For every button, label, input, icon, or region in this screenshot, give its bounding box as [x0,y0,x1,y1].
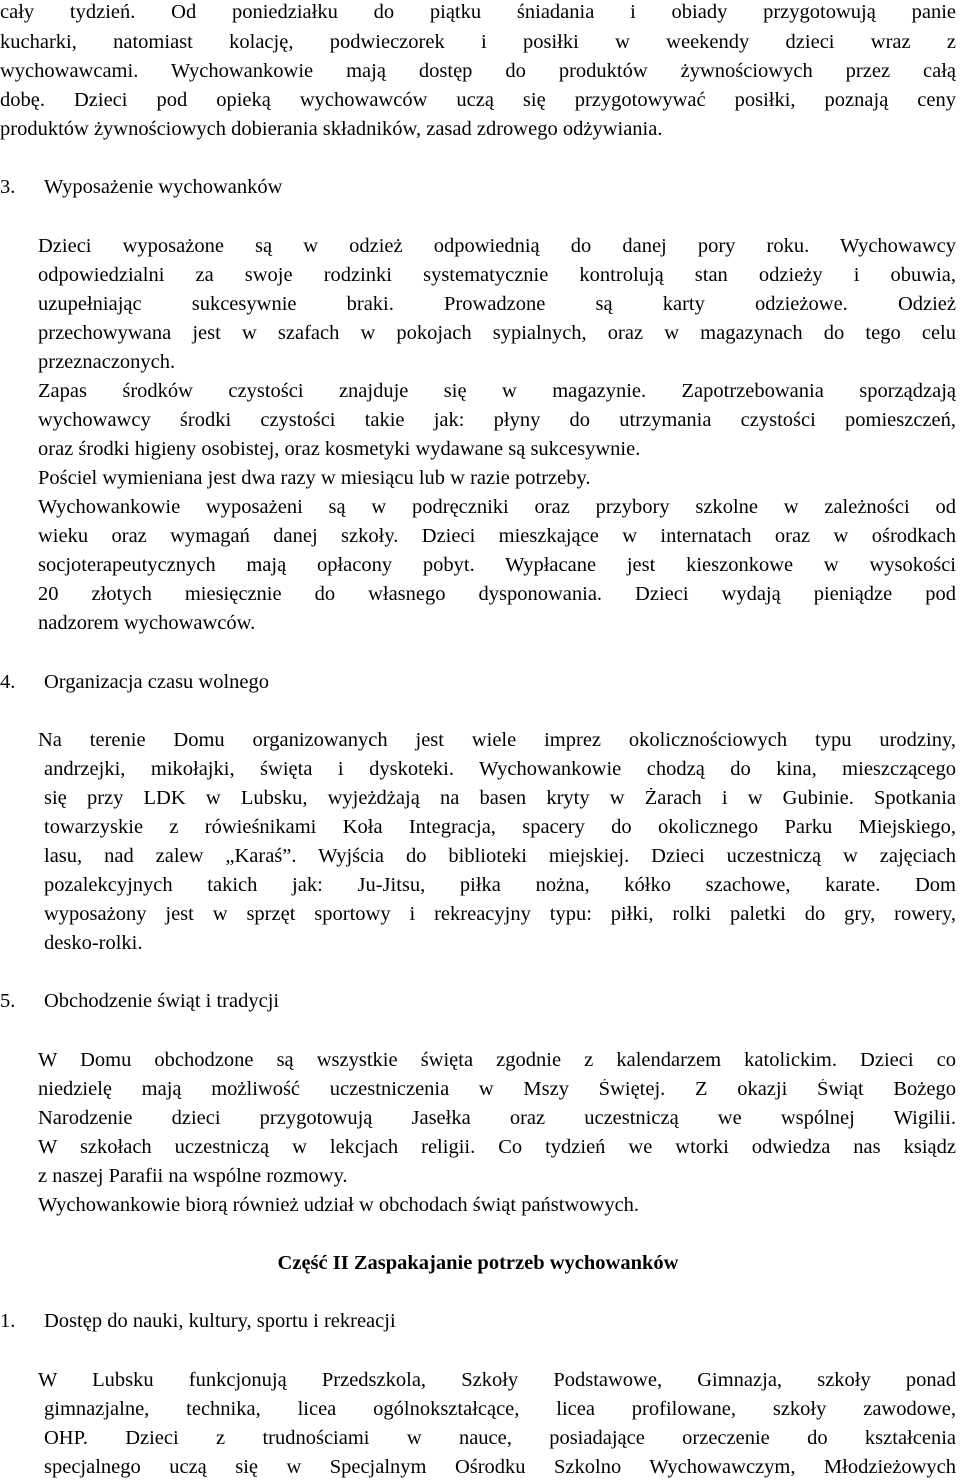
text-line: Wychowankowie biorą również udział w obchodach świąt państwowych. [38,1194,640,1216]
section-number: 5. [0,990,16,1012]
text-line: lasu, nad zalew „Karaś”. Wyjścia do biblioteki miejskiej. Dzieci uczestniczą w zajęciach [44,846,956,867]
text-line: cały tydzień. Od poniedziałku do piątku śniadania i obiady przygotowują panie [0,2,956,23]
section-title: Organizacja czasu wolnego [44,671,270,693]
text-line: towarzyskie z rówieśnikami Koła Integracja, spacery do okolicznego Parku Miejskiego, [44,817,956,838]
text-line: oraz środki higieny osobistej, oraz kosmetyki wydawane są sukcesywnie. [38,438,641,460]
text-line: wychowawcami. Wychowankowie mają dostęp do produktów żywnościowych przez całą [0,61,956,82]
text-line: Zapas środków czystości znajduje się w magazynie. Zapotrzebowania sporządzają [38,381,956,402]
text-line: Narodzenie dzieci przygotowują Jasełka oraz uczestniczą we wspólnej Wigilii. [38,1108,956,1129]
text-line: Wychowankowie wyposażeni są w podręczniki oraz przybory szkolne w zależności od [38,497,956,518]
section-number: 3. [0,176,16,198]
text-line: gimnazjalne, technika, licea ogólnokształcące, licea profilowane, szkoły zawodowe, [44,1399,956,1420]
text-line: Pościel wymieniana jest dwa razy w miesiącu lub w razie potrzeby. [38,467,591,489]
section-number: 4. [0,671,16,693]
text-line: andrzejki, mikołajki, święta i dyskoteki. Wychowankowie chodzą do kina, mieszczącego [44,759,956,780]
text-line: W Domu obchodzone są wszystkie święta zgodnie z kalendarzem katolickim. Dzieci co [38,1050,956,1071]
section-title: Dostęp do nauki, kultury, sportu i rekreacji [44,1310,396,1332]
text-line: przechowywana jest w szafach w pokojach sypialnych, oraz w magazynach do tego celu [38,323,956,344]
text-line: OHP. Dzieci z trudnościami w nauce, posiadające orzeczenie do kształcenia [44,1428,956,1449]
text-line: specjalnego uczą się w Specjalnym Ośrodku Szkolno Wychowawczym, Młodzieżowych [44,1457,956,1478]
text-line: niedzielę mają możliwość uczestniczenia w Mszy Świętej. Z okazji Świąt Bożego [38,1079,956,1100]
text-line: socjoterapeutycznych mają opłacony pobyt. Wypłacane jest kieszonkowe w wysokości [38,555,956,576]
text-line: kucharki, natomiast kolację, podwieczorek i posiłki w weekendy dzieci wraz z [0,32,956,53]
text-line: W Lubsku funkcjonują Przedszkola, Szkoły Podstawowe, Gimnazja, szkoły ponad [38,1370,956,1391]
text-line: przeznaczonych. [38,351,176,373]
text-line: W szkołach uczestniczą w lekcjach religii. Co tydzień we wtorki odwiedza nas ksiądz [38,1137,956,1158]
text-line: nadzorem wychowawców. [38,612,256,634]
text-line: dobę. Dzieci pod opieką wychowawców uczą się przygotowywać posiłki, poznają ceny [0,90,956,111]
section-title: Wyposażenie wychowanków [44,176,283,198]
text-line: wieku oraz wymagań danej szkoły. Dzieci mieszkające w internatach oraz w ośrodkach [38,526,956,547]
text-line: 20 złotych miesięcznie do własnego dysponowania. Dzieci wydają pieniądze pod [38,584,956,605]
text-line: się przy LDK w Lubsku, wyjeżdżają na basen kryty w Żarach i w Gubinie. Spotkania [44,788,956,809]
text-line: odpowiedzialni za swoje rodzinki systematycznie kontrolują stan odzieży i obuwia, [38,265,956,286]
text-line: pozalekcyjnych takich jak: Ju-Jitsu, piłka nożna, kółko szachowe, karate. Dom [44,875,956,896]
text-line: produktów żywnościowych dobierania składników, zasad zdrowego odżywiania. [0,118,663,140]
section-number: 1. [0,1310,16,1332]
section-title: Obchodzenie świąt i tradycji [44,990,280,1012]
text-line: z naszej Parafii na wspólne rozmowy. [38,1165,348,1187]
text-line: desko-rolki. [44,932,143,954]
text-line: wychowawcy środki czystości takie jak: płyny do utrzymania czystości pomieszczeń, [38,410,956,431]
part-title: Część II Zaspakajanie potrzeb wychowanków [277,1252,679,1274]
text-line: Dzieci wyposażone są w odzież odpowiednią do danej pory roku. Wychowawcy [38,236,956,257]
text-line: wyposażony jest w sprzęt sportowy i rekreacyjny typu: piłki, rolki paletki do gry, rowery, [44,904,956,925]
text-line: Na terenie Domu organizowanych jest wiele imprez okolicznościowych typu urodziny, [38,730,956,751]
text-line: uzupełniając sukcesywnie braki. Prowadzone są karty odzieżowe. Odzież [38,294,956,315]
